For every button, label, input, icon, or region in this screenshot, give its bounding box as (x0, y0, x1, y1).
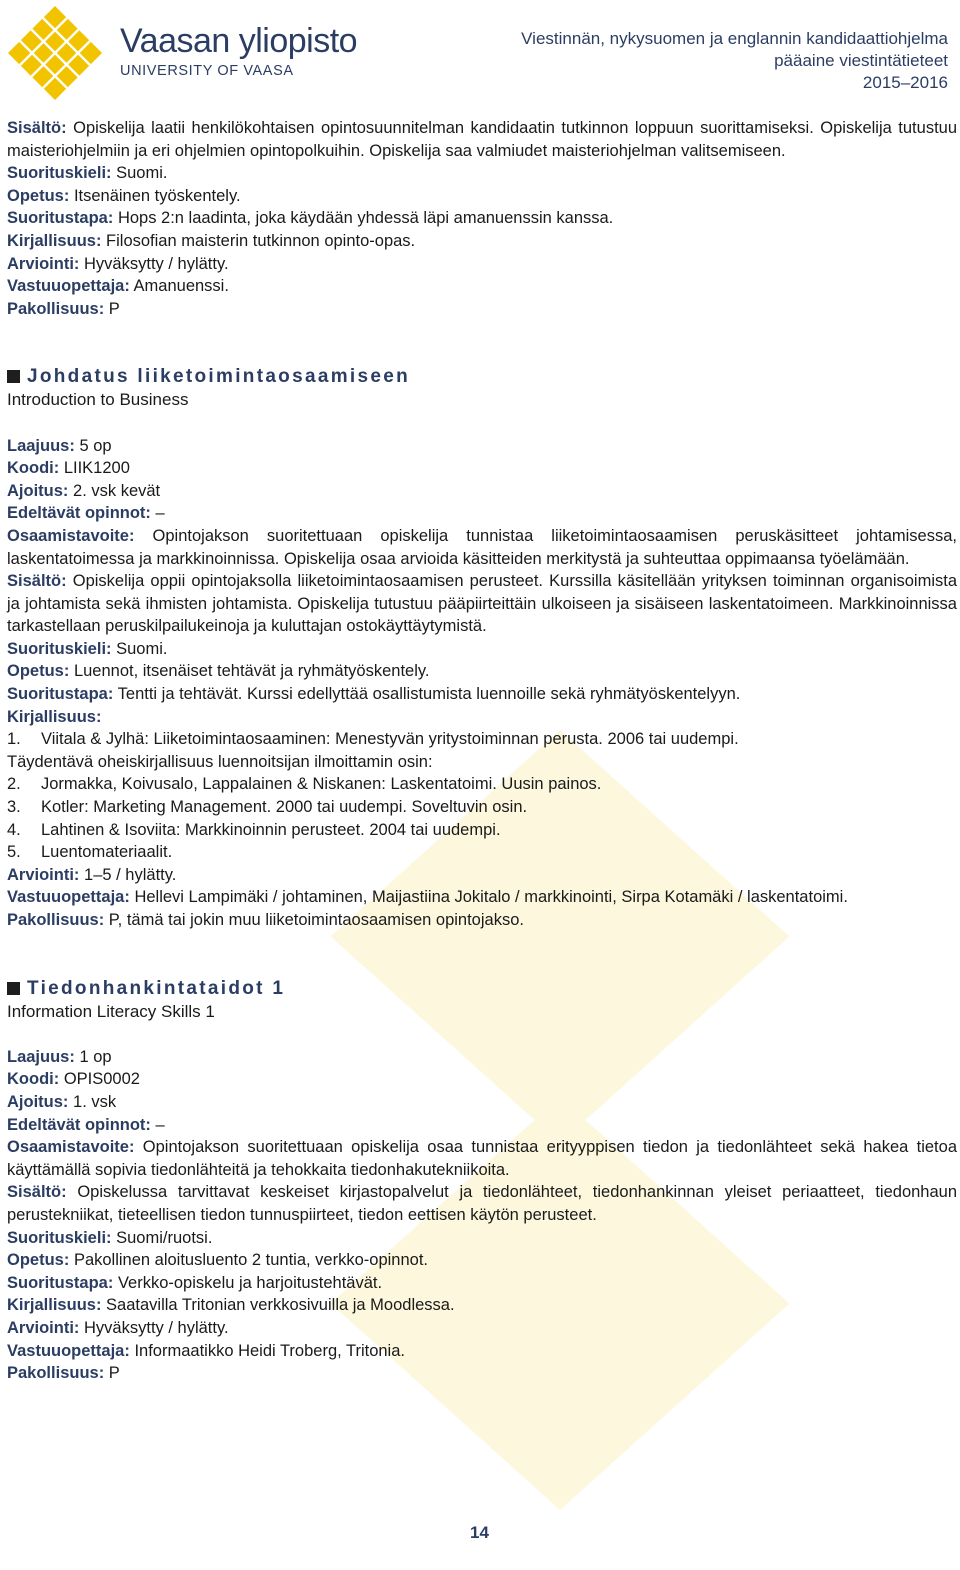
course-assessment: Arviointi: 1–5 / hylätty. (7, 865, 177, 884)
literature-item: 5. Luentomateriaalit. (7, 843, 173, 862)
course-objective: Osaamistavoite: Opintojakson suoritettuaan opiskelija osaa tunnistaa erityyppisen tiedon ja tiedonlähteet sekä hakea tietoa käyttämällä sopivia tiedonlähteitä ja tehokkaita tiedonhakutekniikoita. (7, 1138, 957, 1179)
course-teaching: Opetus: Luennot, itsenäiset tehtävät ja ryhmätyöskentely. (7, 662, 430, 681)
course-language: Suorituskieli: Suomi/ruotsi. (7, 1228, 213, 1247)
intro-language: Suorituskieli: Suomi. (7, 164, 168, 183)
vaasa-logo-icon (6, 4, 104, 102)
course-literature: Kirjallisuus: Saatavilla Tritonian verkkosivuilla ja Moodlessa. (7, 1296, 455, 1315)
course-compulsory: Pakollisuus: P, tämä tai jokin muu liiketoimintaosaamisen opintojakso. (7, 911, 524, 929)
course-title-en: Introduction to Business (7, 390, 189, 410)
square-bullet-icon (7, 982, 20, 995)
course-teacher: Vastuuopettaja: Hellevi Lampimäki / johtaminen, Maijastiina Jokitalo / markkinointi, Sirpa Kotamäki / laskentatoimi. (7, 888, 848, 907)
course-title: Tiedonhankintataidot 1 (7, 977, 957, 1001)
program-name: Viestinnän, nykysuomen ja englannin kandidaattiohjelma (521, 29, 948, 48)
course-timing: Ajoitus: 2. vsk kevät (7, 481, 161, 500)
program-info (521, 28, 948, 94)
course-compulsory: Pakollisuus: P (7, 1364, 120, 1383)
literature-item: 1. Viitala & Jylhä: Liiketoimintaosaaminen: Menestyvän yritystoiminnan perusta. 2006 tai uudempi. (7, 730, 739, 749)
course-section-business (7, 365, 957, 931)
course-code: Koodi: OPIS0002 (7, 1070, 140, 1089)
course-prereq: Edeltävät opinnot: – (7, 504, 165, 523)
content-label: Sisältö: (7, 119, 67, 137)
course-prereq: Edeltävät opinnot: – (7, 1115, 165, 1134)
course-language: Suorituskieli: Suomi. (7, 639, 168, 658)
page-number: 14 (470, 1523, 489, 1542)
literature-item: 4. Lahtinen & Isoviita: Markkinoinnin perusteet. 2004 tai uudempi. (7, 820, 501, 839)
course-section-information-literacy (7, 977, 957, 1385)
intro-compulsory: Pakollisuus: P (7, 299, 120, 318)
university-name-en: UNIVERSITY OF VAASA (120, 63, 294, 79)
course-objective: Osaamistavoite: Opintojakson suoritettuaan opiskelija tunnistaa liiketoimintaosaamisen peruskäsitteet johtamisessa, laskentatoimessa ja markkinoinnissa. Opiskelija osaa arvioida käsitteiden merkitystä ja suhteuttaa oppimaansa työelämään. (7, 526, 957, 568)
intro-section (7, 117, 957, 320)
course-timing: Ajoitus: 1. vsk (7, 1092, 117, 1111)
intro-teaching: Opetus: Itsenäinen työskentely. (7, 186, 241, 205)
course-code: Koodi: LIIK1200 (7, 459, 130, 478)
intro-teacher: Vastuuopettaja: Amanuenssi. (7, 277, 229, 296)
literature-supplementary: Täydentävä oheiskirjallisuus luennoitsijan ilmoittamin osin: (7, 752, 433, 771)
course-title: Johdatus liiketoimintaosaamiseen (7, 365, 957, 389)
page-content (7, 117, 957, 1385)
university-name: Vaasan yliopisto (120, 22, 358, 60)
literature-item: 2. Jormakka, Koivusalo, Lappalainen & Niskanen: Laskentatoimi. Uusin painos. (7, 775, 602, 794)
course-title-en: Information Literacy Skills 1 (7, 1001, 215, 1021)
intro-method: Suoritustapa: Hops 2:n laadinta, joka käydään yhdessä läpi amanuenssin kanssa. (7, 209, 614, 228)
literature-item: 3. Kotler: Marketing Management. 2000 tai uudempi. Soveltuvin osin. (7, 798, 528, 817)
academic-year: 2015–2016 (862, 73, 948, 92)
course-extent: Laajuus: 1 op (7, 1047, 112, 1066)
course-assessment: Arviointi: Hyväksytty / hylätty. (7, 1318, 229, 1337)
course-literature-label: Kirjallisuus: (7, 707, 102, 726)
intro-literature: Kirjallisuus: Filosofian maisterin tutkinnon opinto-opas. (7, 231, 416, 250)
brand-block (120, 22, 357, 79)
square-bullet-icon (7, 370, 20, 383)
major-name: pääaine viestintätieteet (774, 51, 948, 70)
course-method: Suoritustapa: Tentti ja tehtävät. Kurssi edellyttää osallistumista luennoille sekä ryhmätyöskentelyyn. (7, 685, 741, 704)
course-teaching: Opetus: Pakollinen aloitusluento 2 tuntia, verkko-opinnot. (7, 1251, 428, 1270)
course-content: Sisältö: Opiskelussa tarvittavat keskeiset kirjastopalvelut ja tiedonlähteet, tiedonhankinnan yleiset periaatteet, tiedonhaun perustekniikat, tieteellisen tiedon tunnuspiirteet, tiedon eettisen käytön perusteet. (7, 1183, 958, 1224)
intro-content: Sisältö: Opiskelija laatii henkilökohtaisen opintosuunnitelman kandidaatin tutkinnon loppuun suorittamiseksi. Opiskelija tutustuu maisteriohjelmiin ja eri ohjelmien opintopolkuihin. Opiskelija saa valmiudet maisteriohjelman valitsemiseen. (7, 119, 958, 160)
course-teacher: Vastuuopettaja: Informaatikko Heidi Troberg, Tritonia. (7, 1341, 405, 1360)
intro-assessment: Arviointi: Hyväksytty / hylätty. (7, 254, 229, 273)
course-method: Suoritustapa: Verkko-opiskelu ja harjoitustehtävät. (7, 1273, 383, 1292)
page-header (0, 0, 960, 110)
course-content: Sisältö: Opiskelija oppii opintojaksolla liiketoimintaosaamisen perusteet. Kurssilla käsitellään yrityksen toiminnan organisoimista ja johtamista sekä ihmisten johtamista. Opiskelija tutustuu pääpiirteittäin ulkoiseen ja sisäiseen laskentatoimeen. Markkinoinnissa tarkastellaan peruskilpailukeinoja ja kuluttajan ostokäyttäytymistä. (7, 572, 957, 636)
course-extent: Laajuus: 5 op (7, 436, 112, 455)
